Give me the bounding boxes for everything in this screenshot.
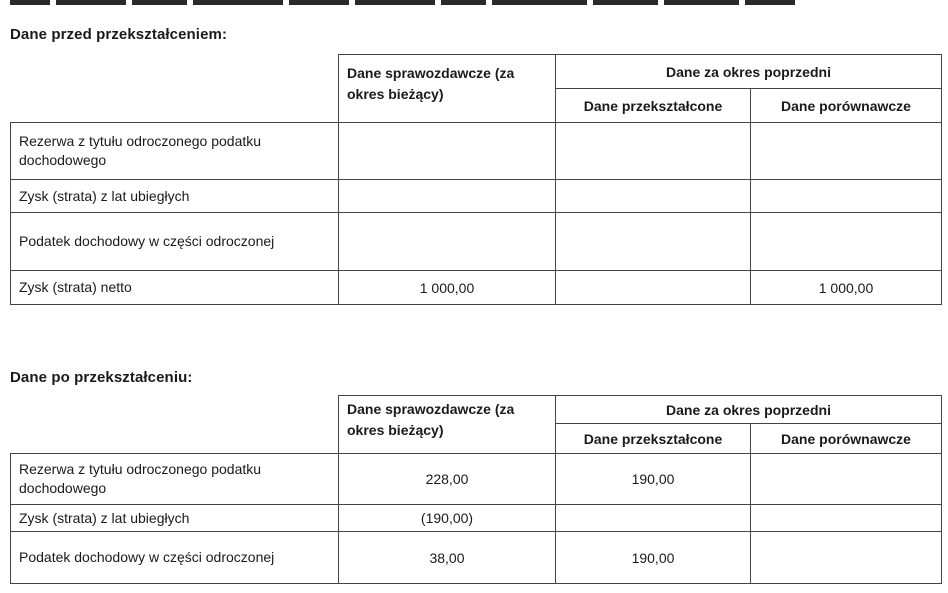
table-row bbox=[11, 505, 942, 532]
cell-reporting: 38,00 bbox=[339, 532, 556, 584]
table-row bbox=[11, 180, 942, 213]
header-blank bbox=[11, 396, 339, 454]
table-after bbox=[10, 395, 942, 584]
header-comparative: Dane porównawcze bbox=[751, 89, 942, 123]
header-comparative: Dane porównawcze bbox=[751, 424, 942, 454]
cell-comparative bbox=[751, 123, 942, 180]
header-previous-period: Dane za okres poprzedni bbox=[556, 55, 942, 89]
row-label: Podatek dochodowy w części odroczonej bbox=[11, 213, 339, 271]
header-restated: Dane przekształcone bbox=[556, 424, 751, 454]
section-title-before: Dane przed przekształceniem: bbox=[10, 26, 228, 43]
header-previous-period: Dane za okres poprzedni bbox=[556, 396, 942, 424]
section-title-after: Dane po przekształceniu: bbox=[10, 369, 193, 386]
cell-restated bbox=[556, 213, 751, 271]
header-reporting: Dane sprawozdawcze (za okres bieżący) bbox=[339, 55, 556, 123]
cell-reporting bbox=[339, 213, 556, 271]
row-label: Zysk (strata) netto bbox=[11, 271, 339, 305]
table-row bbox=[11, 213, 942, 271]
table-before bbox=[10, 54, 942, 305]
row-label: Rezerwa z tytułu odroczonego podatku dochodowego bbox=[11, 454, 339, 505]
cell-reporting bbox=[339, 123, 556, 180]
row-label: Podatek dochodowy w części odroczonej bbox=[11, 532, 339, 584]
table-row bbox=[11, 123, 942, 180]
cell-reporting: 228,00 bbox=[339, 454, 556, 505]
cell-comparative: 1 000,00 bbox=[751, 271, 942, 305]
cell-restated: 190,00 bbox=[556, 454, 751, 505]
row-label: Zysk (strata) z lat ubiegłych bbox=[11, 505, 339, 532]
cell-comparative bbox=[751, 505, 942, 532]
cell-restated bbox=[556, 271, 751, 305]
cell-reporting bbox=[339, 180, 556, 213]
cell-comparative bbox=[751, 180, 942, 213]
cell-reporting: 1 000,00 bbox=[339, 271, 556, 305]
row-label: Zysk (strata) z lat ubiegłych bbox=[11, 180, 339, 213]
cell-comparative bbox=[751, 213, 942, 271]
header-reporting: Dane sprawozdawcze (za okres bieżący) bbox=[339, 396, 556, 454]
cell-comparative bbox=[751, 454, 942, 505]
table-row bbox=[11, 271, 942, 305]
cell-restated: 190,00 bbox=[556, 532, 751, 584]
header-restated: Dane przekształcone bbox=[556, 89, 751, 123]
row-label: Rezerwa z tytułu odroczonego podatku dochodowego bbox=[11, 123, 339, 180]
table-row bbox=[11, 532, 942, 584]
cell-restated bbox=[556, 123, 751, 180]
cell-restated bbox=[556, 180, 751, 213]
cell-comparative bbox=[751, 532, 942, 584]
cropped-text-line bbox=[10, 0, 860, 5]
header-blank bbox=[11, 55, 339, 123]
table-row bbox=[11, 454, 942, 505]
cell-reporting: (190,00) bbox=[339, 505, 556, 532]
cell-restated bbox=[556, 505, 751, 532]
